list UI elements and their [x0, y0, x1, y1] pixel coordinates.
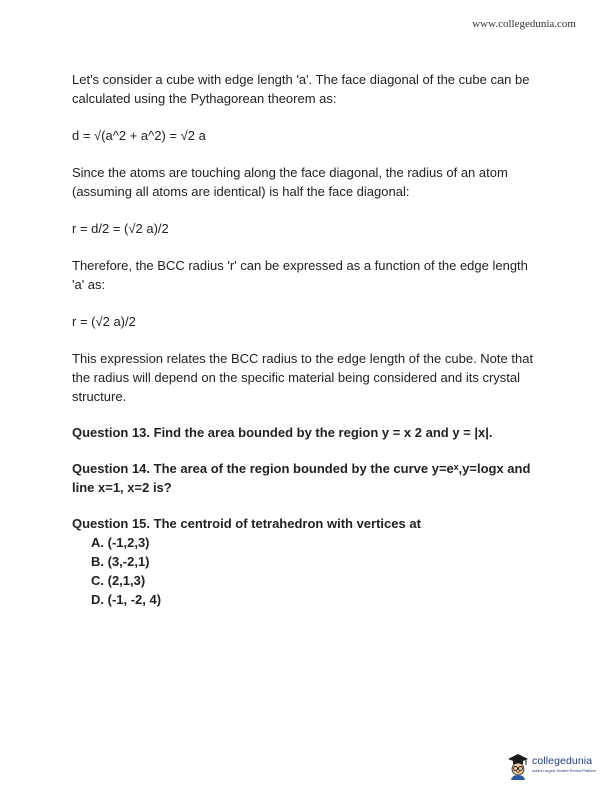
site-url: www.collegedunia.com: [472, 18, 576, 30]
option-c: C. (2,1,3): [91, 573, 146, 588]
equation-radius-a: r = (√2 a)/2: [72, 314, 136, 329]
option-b: B. (3,-2,1): [91, 554, 150, 569]
question-15-options: [72, 533, 542, 609]
question-14: Question 14. The area of the region bounded by the curve y=eˣ,y=logx and line x=1, x=2 is?: [72, 461, 531, 495]
option-a: A. (-1,2,3): [91, 535, 150, 550]
logo-tagline: India's Largest Student Review Platform: [532, 769, 596, 773]
document-body: [72, 70, 542, 609]
question-15: Question 15. The centroid of tetrahedron with vertices at: [72, 516, 421, 531]
student-mascot-icon: [506, 752, 530, 780]
question-13: Question 13. Find the area bounded by the region y = x 2 and y = |x|.: [72, 425, 493, 440]
collegedunia-logo: [506, 752, 606, 780]
equation-face-diagonal: d = √(a^2 + a^2) = √2 a: [72, 128, 206, 143]
equation-radius-d: r = d/2 = (√2 a)/2: [72, 221, 169, 236]
paragraph-atoms-touching: Since the atoms are touching along the face diagonal, the radius of an atom (assuming all atoms are identical) is half the face diagonal:: [72, 165, 508, 199]
option-d: D. (-1, -2, 4): [91, 592, 162, 607]
logo-wordmark: collegedunia: [532, 755, 593, 767]
paragraph-bcc-radius: Therefore, the BCC radius 'r' can be expressed as a function of the edge length 'a' as:: [72, 258, 528, 292]
paragraph-cube-intro: Let's consider a cube with edge length 'a'. The face diagonal of the cube can be calculated using the Pythagorean theorem as:: [72, 72, 530, 106]
paragraph-expression-note: This expression relates the BCC radius to the edge length of the cube. Note that the radius will depend on the specific material being considered and its crystal structure.: [72, 351, 534, 404]
